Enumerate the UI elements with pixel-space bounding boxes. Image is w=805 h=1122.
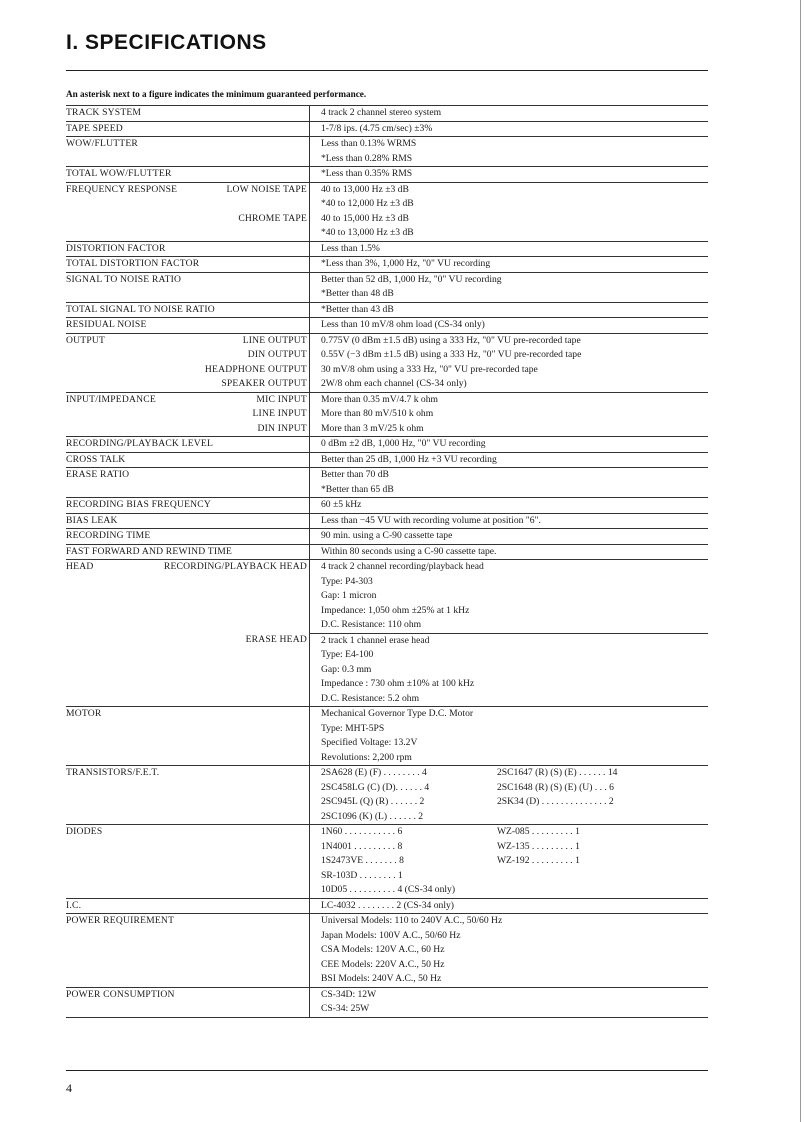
spec-label-cell xyxy=(66,318,310,333)
spec-label: FAST FORWARD AND REWIND TIME xyxy=(66,545,233,557)
part-entry xyxy=(497,810,657,825)
spec-value: More than 3 mV/25 k ohm xyxy=(321,422,424,434)
spec-value: *Less than 3%, 1,000 Hz, "0" VU recording xyxy=(321,258,491,269)
spec-sublabel: MIC INPUT xyxy=(256,393,307,405)
spec-value: 0.55V (−3 dBm ±1.5 dB) using a 333 Hz, "0" VU pre-recorded tape xyxy=(321,349,582,360)
spec-value-cell xyxy=(310,437,708,452)
spec-value-cell xyxy=(310,257,708,272)
spec-label-cell xyxy=(66,498,310,513)
spec-value: *Less than 0.28% RMS xyxy=(321,152,413,164)
spec-row-power-consumption xyxy=(66,987,708,1018)
spec-label-cell xyxy=(66,766,310,824)
spec-label: MOTOR xyxy=(66,708,102,719)
spec-label: INPUT/IMPEDANCE xyxy=(66,393,156,405)
spec-label-cell xyxy=(66,106,310,121)
part-entry: WZ-085 . . . . . . . . . 1 xyxy=(497,826,580,837)
spec-value-cell xyxy=(310,988,708,1017)
spec-label: I.C. xyxy=(66,899,82,911)
spec-row xyxy=(66,333,708,392)
spec-label: DISTORTION FACTOR xyxy=(66,242,166,254)
spec-row xyxy=(66,182,708,241)
parts-line xyxy=(321,840,708,855)
spec-row xyxy=(66,544,708,560)
spec-value: Less than 0.13% WRMS xyxy=(321,138,417,149)
part-entry: 2SK34 (D) . . . . . . . . . . . . . . 2 xyxy=(497,796,614,807)
part-entry: 2SC458LG (C) (D). . . . . . 4 xyxy=(321,781,430,793)
part-entry: 2SC945L (Q) (R) . . . . . . 2 xyxy=(321,796,425,807)
spec-label: POWER REQUIREMENT xyxy=(66,915,175,926)
spec-value-cell xyxy=(310,529,708,544)
spec-label-cell xyxy=(66,183,310,241)
part-entry: 10D05 . . . . . . . . . . 4 (CS-34 only) xyxy=(321,884,456,895)
spec-label-cell xyxy=(66,988,310,1017)
spec-row-transistors xyxy=(66,765,708,824)
spec-value: 4 track 2 channel stereo system xyxy=(321,107,442,118)
spec-sublabel: LINE OUTPUT xyxy=(242,334,307,346)
parts-line xyxy=(321,869,708,884)
spec-value: Impedance: 1,050 ohm ±25% at 1 kHz xyxy=(321,604,470,616)
spec-label-cell xyxy=(66,899,310,914)
specifications-table xyxy=(66,105,708,1018)
footer-divider xyxy=(66,1070,708,1071)
parts-line xyxy=(321,883,708,898)
spec-row xyxy=(66,105,708,121)
spec-sublabel: RECORDING/PLAYBACK HEAD xyxy=(163,561,307,572)
spec-value: 30 mV/8 ohm using a 333 Hz, "0" VU pre-recorded tape xyxy=(321,363,538,375)
spec-value: *Better than 43 dB xyxy=(321,303,394,315)
spec-label-cell xyxy=(66,514,310,529)
spec-value: BSI Models: 240V A.C., 50 Hz xyxy=(321,973,442,984)
spec-value-cell xyxy=(310,137,708,166)
spec-label-cell xyxy=(66,560,310,706)
spec-sublabel: CHROME TAPE xyxy=(238,212,307,224)
spec-value: Impedance : 730 ohm ±10% at 100 kHz xyxy=(321,678,475,689)
title-divider xyxy=(66,70,708,71)
spec-label-cell xyxy=(66,437,310,452)
spec-value: *40 to 13,000 Hz ±3 dB xyxy=(321,227,414,238)
spec-row xyxy=(66,272,708,302)
spec-label-cell xyxy=(66,393,310,437)
page-title: I. SPECIFICATIONS xyxy=(66,31,267,54)
spec-value-cell xyxy=(310,303,708,318)
spec-value: *Less than 0.35% RMS xyxy=(321,168,413,179)
spec-row-motor xyxy=(66,706,708,765)
spec-value-cell xyxy=(310,453,708,468)
page-edge-line xyxy=(800,0,801,1122)
spec-value-cell xyxy=(310,273,708,302)
spec-value: Gap: 0.3 mm xyxy=(321,663,372,675)
spec-row xyxy=(66,317,708,333)
part-entry: WZ-192 . . . . . . . . . 1 xyxy=(497,855,580,866)
spec-value-cell xyxy=(310,167,708,182)
part-entry: 1N4001 . . . . . . . . . 8 xyxy=(321,840,403,852)
spec-value-cell xyxy=(310,122,708,137)
spec-row xyxy=(66,528,708,544)
spec-sublabel: ERASE HEAD xyxy=(245,633,307,645)
spec-value-cell xyxy=(310,318,708,333)
spec-label: RECORDING/PLAYBACK LEVEL xyxy=(66,438,214,449)
spec-value: Less than 10 mV/8 ohm load (CS-34 only) xyxy=(321,319,485,330)
spec-value: Universal Models: 110 to 240V A.C., 50/60 Hz xyxy=(321,915,503,926)
spec-label-cell xyxy=(66,137,310,166)
spec-rows-group xyxy=(66,105,708,559)
spec-value: *40 to 12,000 Hz ±3 dB xyxy=(321,198,414,209)
spec-value-cell xyxy=(310,468,708,497)
spec-value: CS-34D: 12W xyxy=(321,988,377,1000)
spec-sublabel: SPEAKER OUTPUT xyxy=(221,378,307,389)
part-entry: 2SC1096 (K) (L) . . . . . . 2 xyxy=(321,810,424,822)
part-entry: WZ-135 . . . . . . . . . 1 xyxy=(497,840,580,852)
spec-value-cell xyxy=(310,766,708,824)
part-entry: 2SC1648 (R) (S) (E) (U) . . . 6 xyxy=(497,781,614,793)
spec-value: Better than 52 dB, 1,000 Hz, "0" VU recording xyxy=(321,273,502,285)
spec-sublabel: LOW NOISE TAPE xyxy=(226,183,307,195)
spec-value-cell xyxy=(310,242,708,257)
parts-line xyxy=(321,781,708,796)
spec-value: Type: MHT-5PS xyxy=(321,722,385,734)
spec-label-cell xyxy=(66,273,310,302)
spec-label: FREQUENCY RESPONSE xyxy=(66,183,178,195)
spec-row-ic xyxy=(66,898,708,914)
spec-sublabel: DIN OUTPUT xyxy=(247,349,307,360)
spec-value-cell xyxy=(310,334,708,392)
parts-line xyxy=(321,825,708,840)
spec-label-cell xyxy=(66,334,310,392)
spec-label: RESIDUAL NOISE xyxy=(66,319,147,330)
spec-value: 0.775V (0 dBm ±1.5 dB) using a 333 Hz, "0" VU pre-recorded tape xyxy=(321,334,581,346)
spec-label: TRACK SYSTEM xyxy=(66,107,142,118)
spec-value-cell xyxy=(310,498,708,513)
spec-label: HEAD xyxy=(66,561,94,572)
spec-label-cell xyxy=(66,529,310,544)
spec-label-cell xyxy=(66,707,310,765)
spec-label-cell xyxy=(66,167,310,182)
spec-value: More than 0.35 mV/4.7 k ohm xyxy=(321,393,438,405)
spec-row xyxy=(66,392,708,437)
spec-value: D.C. Resistance: 110 ohm xyxy=(321,619,422,630)
parts-line xyxy=(321,810,708,825)
spec-value: *Better than 48 dB xyxy=(321,288,394,299)
spec-label: WOW/FLUTTER xyxy=(66,138,139,149)
spec-value: 2 track 1 channel erase head xyxy=(310,633,708,649)
spec-label: POWER CONSUMPTION xyxy=(66,988,175,1000)
spec-sublabel: DIN INPUT xyxy=(257,422,307,434)
spec-row xyxy=(66,256,708,272)
spec-value: Japan Models: 100V A.C., 50/60 Hz xyxy=(321,929,461,941)
spec-value: 90 min. using a C-90 cassette tape xyxy=(321,530,453,541)
spec-label: BIAS LEAK xyxy=(66,514,118,526)
spec-row-diodes xyxy=(66,824,708,898)
asterisk-note: An asterisk next to a figure indicates the minimum guaranteed performance. xyxy=(66,89,367,99)
spec-sublabel: LINE INPUT xyxy=(252,408,307,419)
spec-value: Less than −45 VU with recording volume at position "6". xyxy=(321,514,541,526)
spec-row xyxy=(66,241,708,257)
spec-row xyxy=(66,513,708,529)
spec-row xyxy=(66,302,708,318)
spec-value: 4 track 2 channel recording/playback head xyxy=(321,561,484,572)
spec-value: Revolutions: 2,200 rpm xyxy=(321,751,412,763)
part-entry: 2SC1647 (R) (S) (E) . . . . . . 14 xyxy=(497,767,618,778)
spec-label-cell xyxy=(66,914,310,987)
spec-value: More than 80 mV/510 k ohm xyxy=(321,408,434,419)
spec-value: 40 to 15,000 Hz ±3 dB xyxy=(321,212,409,224)
spec-value-cell xyxy=(310,514,708,529)
part-entry: 2SA628 (E) (F) . . . . . . . . 4 xyxy=(321,767,427,778)
spec-value: D.C. Resistance: 5.2 ohm xyxy=(321,692,420,704)
spec-label: TAPE SPEED xyxy=(66,122,123,134)
part-entry: 1S2473VE . . . . . . . 8 xyxy=(321,855,404,866)
spec-label: SIGNAL TO NOISE RATIO xyxy=(66,273,182,285)
parts-line xyxy=(321,854,708,869)
spec-value: CEE Models: 220V A.C., 50 Hz xyxy=(321,958,445,970)
spec-row xyxy=(66,136,708,166)
part-entry xyxy=(497,869,657,884)
spec-label-cell xyxy=(66,303,310,318)
spec-value: Less than 1.5% xyxy=(321,242,380,254)
spec-value: Better than 25 dB, 1,000 Hz +3 VU recording xyxy=(321,453,497,465)
spec-value: Within 80 seconds using a C-90 cassette tape. xyxy=(321,545,497,557)
spec-value: 40 to 13,000 Hz ±3 dB xyxy=(321,183,409,195)
spec-value-cell xyxy=(310,106,708,121)
part-entry: 1N60 . . . . . . . . . . . 6 xyxy=(321,826,403,837)
spec-label: TRANSISTORS/F.E.T. xyxy=(66,767,160,778)
page-number: 4 xyxy=(66,1081,72,1095)
parts-line xyxy=(321,766,708,781)
spec-label-cell xyxy=(66,545,310,560)
spec-label: RECORDING TIME xyxy=(66,530,151,541)
spec-value-cell xyxy=(310,825,708,898)
spec-label-cell xyxy=(66,257,310,272)
spec-row xyxy=(66,166,708,182)
spec-label: TOTAL DISTORTION FACTOR xyxy=(66,258,200,269)
spec-value: 1-7/8 ips. (4.75 cm/sec) ±3% xyxy=(321,122,433,134)
spec-sublabel: HEADPHONE OUTPUT xyxy=(204,363,307,375)
spec-value: Specified Voltage: 13.2V xyxy=(321,737,418,748)
spec-value-cell xyxy=(310,393,708,437)
spec-row xyxy=(66,121,708,137)
spec-row xyxy=(66,436,708,452)
spec-label-cell xyxy=(66,468,310,497)
parts-line xyxy=(321,795,708,810)
spec-label: OUTPUT xyxy=(66,334,106,346)
spec-value: Type: P4-303 xyxy=(321,575,373,587)
part-entry xyxy=(497,883,657,898)
spec-label-cell xyxy=(66,122,310,137)
spec-value-cell xyxy=(310,560,708,706)
spec-value: LC-4032 . . . . . . . . 2 (CS-34 only) xyxy=(321,899,454,911)
spec-value-cell xyxy=(310,707,708,765)
spec-value: CS-34: 25W xyxy=(321,1003,370,1014)
spec-label: DIODES xyxy=(66,826,103,837)
spec-label: TOTAL WOW/FLUTTER xyxy=(66,168,172,179)
spec-value-cell xyxy=(310,914,708,987)
spec-value: Gap: 1 micron xyxy=(321,590,377,601)
spec-value: Better than 70 dB xyxy=(321,469,389,480)
spec-value-cell xyxy=(310,899,708,914)
spec-label-cell xyxy=(66,825,310,898)
spec-label: TOTAL SIGNAL TO NOISE RATIO xyxy=(66,303,215,315)
spec-value: *Better than 65 dB xyxy=(321,483,394,495)
spec-value: 60 ±5 kHz xyxy=(321,499,362,510)
spec-value: 0 dBm ±2 dB, 1,000 Hz, "0" VU recording xyxy=(321,438,486,449)
spec-row xyxy=(66,452,708,468)
spec-label-cell xyxy=(66,242,310,257)
spec-value: Mechanical Governor Type D.C. Motor xyxy=(321,708,474,719)
spec-row-power-requirement xyxy=(66,913,708,987)
spec-row-head xyxy=(66,559,708,706)
spec-label: RECORDING BIAS FREQUENCY xyxy=(66,499,211,510)
spec-label: CROSS TALK xyxy=(66,453,126,465)
spec-row xyxy=(66,467,708,497)
spec-value: CSA Models: 120V A.C., 60 Hz xyxy=(321,944,445,955)
part-entry: SR-103D . . . . . . . . 1 xyxy=(321,869,403,881)
spec-value-cell xyxy=(310,183,708,241)
spec-label: ERASE RATIO xyxy=(66,469,130,480)
spec-label-cell xyxy=(66,453,310,468)
spec-value: 2W/8 ohm each channel (CS-34 only) xyxy=(321,378,467,389)
spec-row xyxy=(66,497,708,513)
spec-value: Type: E4-100 xyxy=(321,649,374,660)
spec-value-cell xyxy=(310,545,708,560)
